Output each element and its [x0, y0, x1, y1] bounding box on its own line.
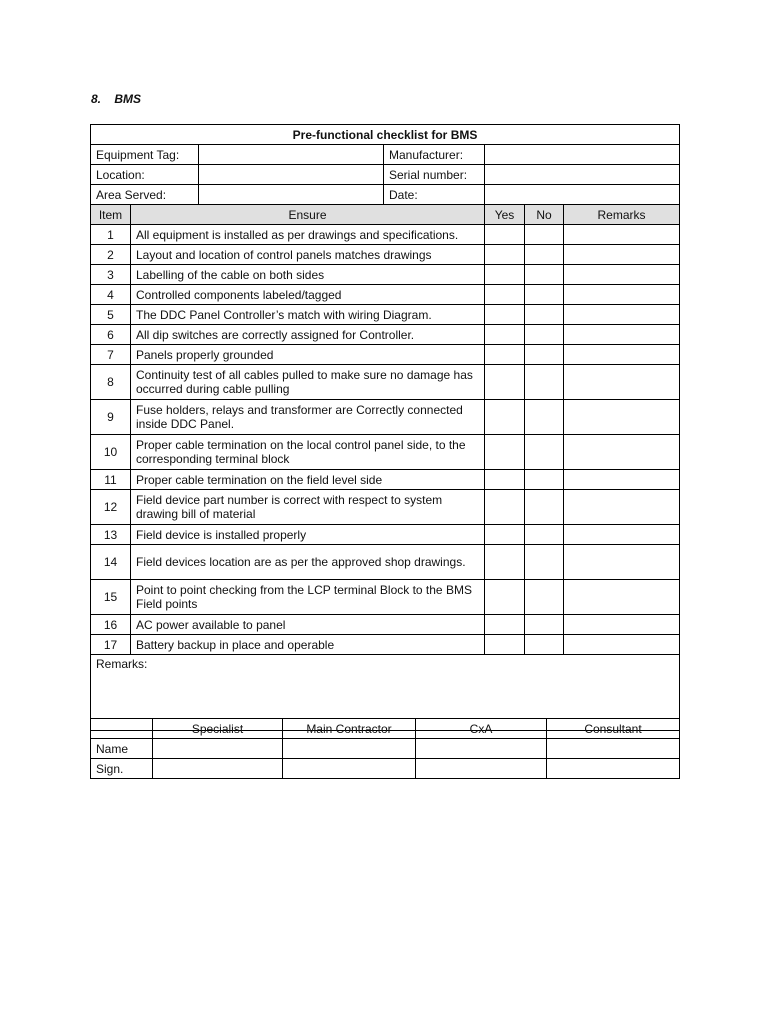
item-header: Item — [91, 205, 131, 225]
yes-cell[interactable] — [485, 285, 525, 305]
item-number: 10 — [91, 435, 131, 470]
item-number: 11 — [91, 470, 131, 490]
sign-field-main-contractor[interactable] — [283, 759, 416, 779]
name-field-specialist[interactable] — [153, 739, 283, 759]
checklist-row — [91, 580, 680, 615]
no-header: No — [525, 205, 564, 225]
item-number: 8 — [91, 365, 131, 400]
no-cell[interactable] — [525, 435, 564, 470]
yes-cell[interactable] — [485, 615, 525, 635]
signoff-column-main-contractor: Main Contractor — [283, 719, 416, 739]
item-text: Proper cable termination on the local control panel side, to the corresponding terminal block — [131, 435, 485, 470]
remarks-cell[interactable] — [564, 400, 680, 435]
remarks-cell[interactable] — [564, 470, 680, 490]
checklist-table — [90, 124, 680, 731]
remarks-cell[interactable] — [564, 365, 680, 400]
remarks-cell[interactable] — [564, 525, 680, 545]
no-cell[interactable] — [525, 580, 564, 615]
item-number: 9 — [91, 400, 131, 435]
location-field[interactable] — [199, 165, 384, 185]
serial-number-field[interactable] — [485, 165, 680, 185]
yes-cell[interactable] — [485, 305, 525, 325]
yes-cell[interactable] — [485, 365, 525, 400]
item-number: 2 — [91, 245, 131, 265]
checklist-row — [91, 525, 680, 545]
signoff-row-name: Name — [91, 739, 153, 759]
yes-cell[interactable] — [485, 545, 525, 580]
yes-cell[interactable] — [485, 635, 525, 655]
yes-cell[interactable] — [485, 525, 525, 545]
yes-cell[interactable] — [485, 325, 525, 345]
yes-cell[interactable] — [485, 470, 525, 490]
item-number: 4 — [91, 285, 131, 305]
item-number: 3 — [91, 265, 131, 285]
manufacturer-field[interactable] — [485, 145, 680, 165]
checklist-row — [91, 285, 680, 305]
no-cell[interactable] — [525, 490, 564, 525]
area-served-field[interactable] — [199, 185, 384, 205]
section-title: BMS — [114, 92, 142, 106]
no-cell[interactable] — [525, 345, 564, 365]
checklist-row — [91, 635, 680, 655]
checklist-row — [91, 365, 680, 400]
remarks-cell[interactable] — [564, 545, 680, 580]
equipment-tag-field[interactable] — [199, 145, 384, 165]
section-heading — [91, 92, 141, 106]
remarks-cell[interactable] — [564, 285, 680, 305]
remarks-cell[interactable] — [564, 345, 680, 365]
remarks-label: Remarks: — [96, 657, 148, 671]
yes-cell[interactable] — [485, 400, 525, 435]
no-cell[interactable] — [525, 225, 564, 245]
yes-cell[interactable] — [485, 345, 525, 365]
no-cell[interactable] — [525, 545, 564, 580]
sign-field-specialist[interactable] — [153, 759, 283, 779]
item-text: All equipment is installed as per drawings and specifications. — [131, 225, 485, 245]
item-text: Controlled components labeled/tagged — [131, 285, 485, 305]
yes-cell[interactable] — [485, 580, 525, 615]
remarks-cell[interactable] — [564, 245, 680, 265]
remarks-cell[interactable] — [564, 435, 680, 470]
no-cell[interactable] — [525, 400, 564, 435]
item-number: 16 — [91, 615, 131, 635]
item-number: 14 — [91, 545, 131, 580]
signoff-column-specialist: Specialist — [153, 719, 283, 739]
checklist-row — [91, 325, 680, 345]
remarks-header: Remarks — [564, 205, 680, 225]
item-number: 5 — [91, 305, 131, 325]
section-number: 8. — [91, 92, 102, 106]
no-cell[interactable] — [525, 525, 564, 545]
remarks-cell[interactable] — [564, 635, 680, 655]
no-cell[interactable] — [525, 615, 564, 635]
item-text: Point to point checking from the LCP terminal Block to the BMS Field points — [131, 580, 485, 615]
checklist-row — [91, 435, 680, 470]
item-number: 7 — [91, 345, 131, 365]
item-number: 17 — [91, 635, 131, 655]
no-cell[interactable] — [525, 635, 564, 655]
item-number: 1 — [91, 225, 131, 245]
checklist-row — [91, 305, 680, 325]
item-text: Labelling of the cable on both sides — [131, 265, 485, 285]
sign-field-cxa[interactable] — [416, 759, 547, 779]
item-text: All dip switches are correctly assigned for Controller. — [131, 325, 485, 345]
remarks-cell[interactable] — [564, 305, 680, 325]
item-text: AC power available to panel — [131, 615, 485, 635]
checklist-row — [91, 225, 680, 245]
checklist-row — [91, 345, 680, 365]
serial-number-label: Serial number: — [384, 165, 485, 185]
checklist-row — [91, 490, 680, 525]
item-text: Layout and location of control panels matches drawings — [131, 245, 485, 265]
yes-cell[interactable] — [485, 265, 525, 285]
item-text: Field device part number is correct with respect to system drawing bill of material — [131, 490, 485, 525]
date-label: Date: — [384, 185, 485, 205]
item-text: Fuse holders, relays and transformer are Correctly connected inside DDC Panel. — [131, 400, 485, 435]
checklist-row — [91, 470, 680, 490]
no-cell[interactable] — [525, 470, 564, 490]
remarks-cell[interactable] — [564, 325, 680, 345]
signoff-table — [90, 718, 680, 779]
item-number: 15 — [91, 580, 131, 615]
checklist-title: Pre-functional checklist for BMS — [91, 125, 680, 145]
item-number: 6 — [91, 325, 131, 345]
location-label: Location: — [91, 165, 199, 185]
signoff-column-cxa: CxA — [416, 719, 547, 739]
area-served-label: Area Served: — [91, 185, 199, 205]
item-text: Battery backup in place and operable — [131, 635, 485, 655]
ensure-header: Ensure — [131, 205, 485, 225]
checklist-row — [91, 245, 680, 265]
date-field[interactable] — [485, 185, 680, 205]
item-number: 13 — [91, 525, 131, 545]
checklist-row — [91, 545, 680, 580]
signoff-column-consultant: Consultant — [547, 719, 680, 739]
yes-cell[interactable] — [485, 490, 525, 525]
item-text: Continuity test of all cables pulled to make sure no damage has occurred during cable pulling — [131, 365, 485, 400]
yes-cell[interactable] — [485, 435, 525, 470]
item-text: Field devices location are as per the approved shop drawings. — [131, 545, 485, 580]
item-text: Proper cable termination on the field level side — [131, 470, 485, 490]
no-cell[interactable] — [525, 365, 564, 400]
no-cell[interactable] — [525, 265, 564, 285]
yes-cell[interactable] — [485, 225, 525, 245]
remarks-cell[interactable] — [564, 615, 680, 635]
manufacturer-label: Manufacturer: — [384, 145, 485, 165]
item-text: The DDC Panel Controller’s match with wiring Diagram. — [131, 305, 485, 325]
remarks-cell[interactable] — [564, 265, 680, 285]
signoff-corner — [91, 719, 153, 739]
remarks-cell[interactable] — [564, 490, 680, 525]
sign-field-consultant[interactable] — [547, 759, 680, 779]
item-text: Panels properly grounded — [131, 345, 485, 365]
signoff-row-sign: Sign. — [91, 759, 153, 779]
name-field-consultant[interactable] — [547, 739, 680, 759]
equipment-tag-label: Equipment Tag: — [91, 145, 199, 165]
item-text: Field device is installed properly — [131, 525, 485, 545]
no-cell[interactable] — [525, 245, 564, 265]
name-field-main-contractor[interactable] — [283, 739, 416, 759]
yes-cell[interactable] — [485, 245, 525, 265]
remarks-cell[interactable] — [564, 580, 680, 615]
checklist-row — [91, 615, 680, 635]
remarks-cell[interactable] — [564, 225, 680, 245]
no-cell[interactable] — [525, 285, 564, 305]
yes-header: Yes — [485, 205, 525, 225]
no-cell[interactable] — [525, 305, 564, 325]
checklist-row — [91, 400, 680, 435]
item-number: 12 — [91, 490, 131, 525]
name-field-cxa[interactable] — [416, 739, 547, 759]
checklist-row — [91, 265, 680, 285]
no-cell[interactable] — [525, 325, 564, 345]
